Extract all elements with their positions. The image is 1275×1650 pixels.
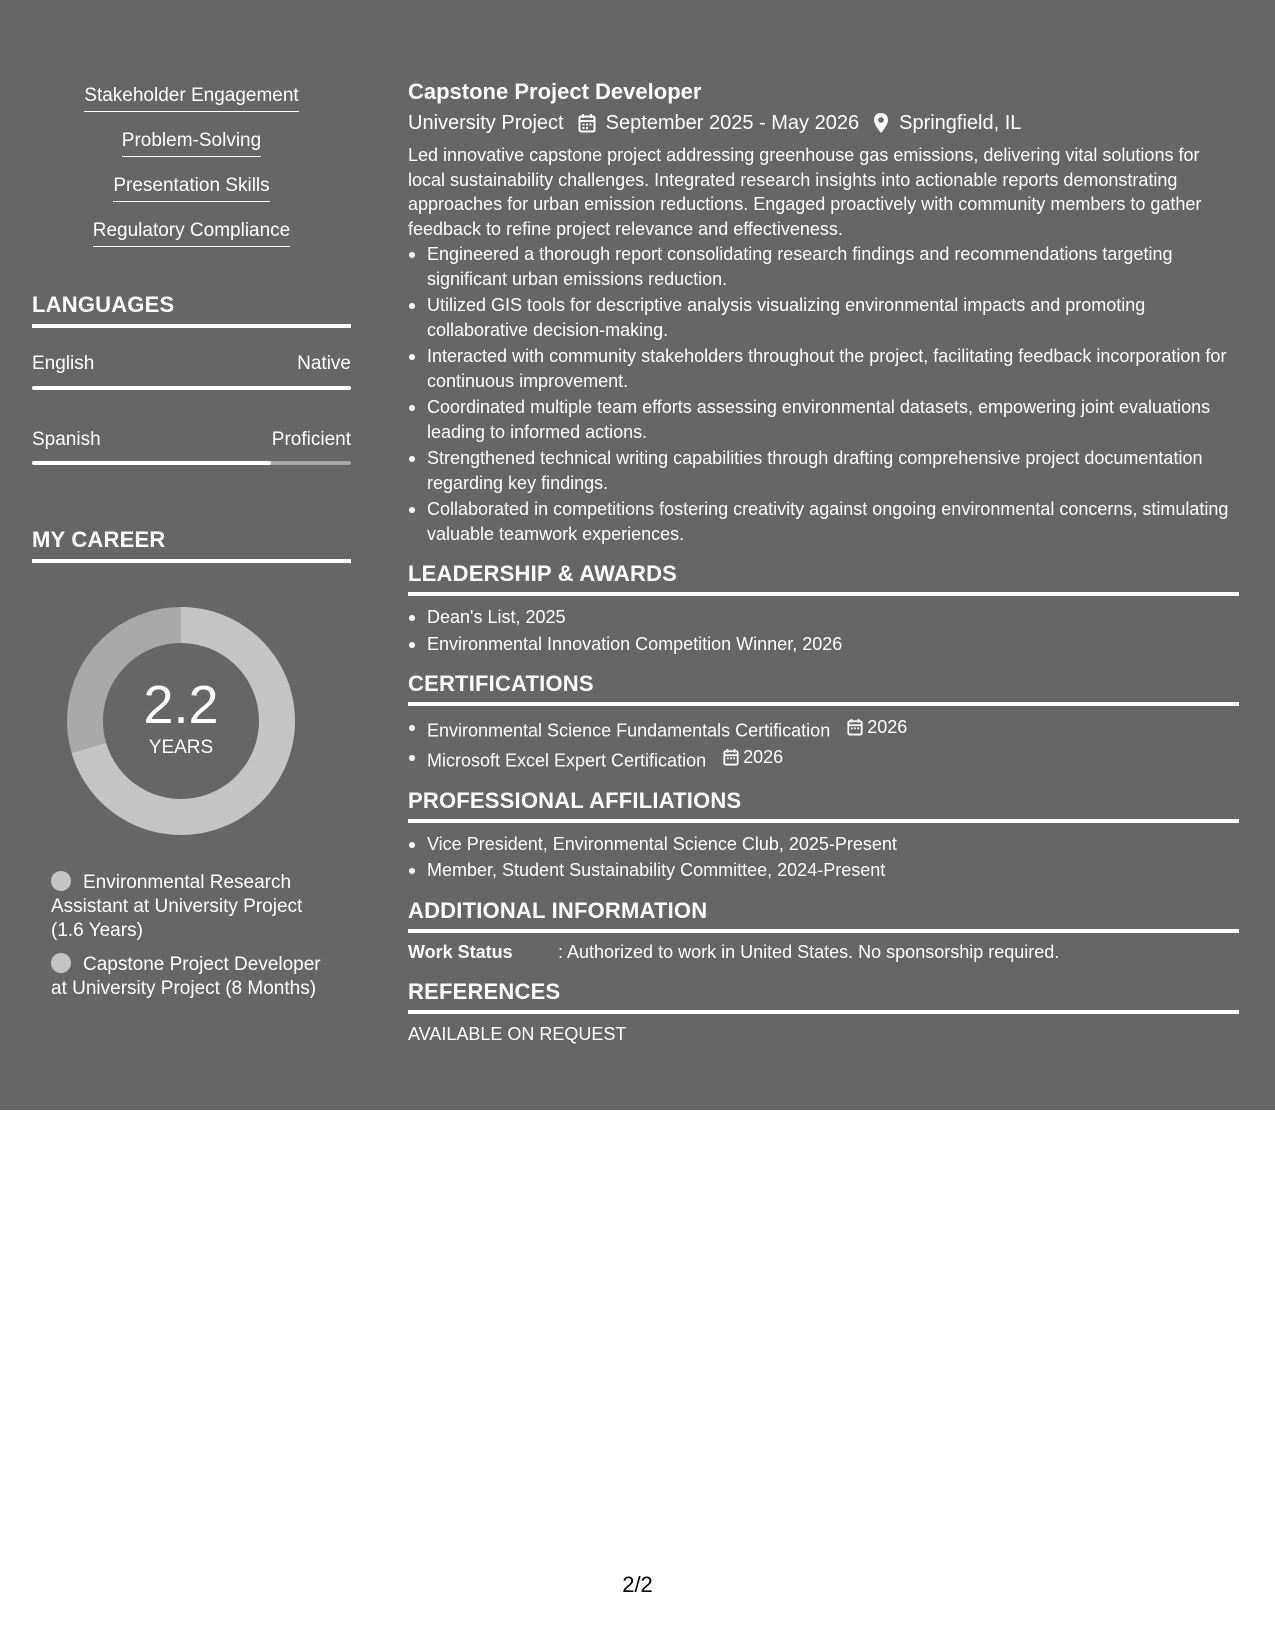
calendar-icon xyxy=(847,718,863,736)
work-status-value: : Authorized to work in United States. No sponsorship required. xyxy=(558,941,1060,962)
certification-item xyxy=(408,715,1239,743)
language-name: Spanish xyxy=(32,429,101,450)
location-pin-icon xyxy=(873,112,889,134)
page-number: 2/2 xyxy=(622,1572,653,1597)
legend-dot-icon xyxy=(51,953,71,973)
skill-item xyxy=(32,219,351,264)
references-heading: REFERENCES xyxy=(408,978,1239,1014)
certifications-heading: CERTIFICATIONS xyxy=(408,670,1239,706)
left-column xyxy=(32,84,351,1011)
skill-item xyxy=(32,84,351,129)
company-name: University Project xyxy=(408,112,564,134)
right-column xyxy=(408,78,1239,1046)
work-status-label: Work Status xyxy=(408,941,513,962)
job-bullet: Interacted with community stakeholders throughout the project, facilitating feedback incorporation for continuous improvement. xyxy=(408,344,1239,393)
legend-dot-icon xyxy=(51,871,71,891)
skill-label: Regulatory Compliance xyxy=(93,219,291,247)
language-spanish xyxy=(32,398,351,468)
career-legend-item xyxy=(51,953,321,1001)
affiliation-item: Member, Student Sustainability Committee, 2024-Present xyxy=(408,858,1239,883)
certifications-list xyxy=(408,715,1239,773)
job-location: Springfield, IL xyxy=(899,112,1022,134)
language-bar-fill xyxy=(32,461,271,465)
job-bullet: Utilized GIS tools for descriptive analysis visualizing environmental impacts and promoting collaborative decision-making. xyxy=(408,293,1239,342)
leadership-item: Dean's List, 2025 xyxy=(408,605,1239,630)
job-bullet: Strengthened technical writing capabilities through drafting comprehensive project documentation regarding key findings. xyxy=(408,446,1239,495)
job-bullet: Collaborated in competitions fostering creativity against ongoing environmental concerns, stimulating valuable teamwork experiences. xyxy=(408,497,1239,546)
language-level: Native xyxy=(297,353,351,374)
career-heading: MY CAREER xyxy=(32,527,351,563)
job-summary: Led innovative capstone project addressing greenhouse gas emissions, delivering vital solutions for local sustainability challenges. Integrated research insights into actionable reports demonstrating approaches for urban emission reductions. Engaged proactively with community members to gather feedback to refine project relevance and effectiveness. xyxy=(408,145,1202,239)
job-bullets xyxy=(408,242,1239,546)
skill-label: Stakeholder Engagement xyxy=(84,84,298,112)
leadership-item: Environmental Innovation Competition Winner, 2026 xyxy=(408,632,1239,657)
job-bullet: Coordinated multiple team efforts assessing environmental datasets, empowering joint evaluations leading to informed actions. xyxy=(408,395,1239,444)
languages-heading: LANGUAGES xyxy=(32,292,351,328)
language-english xyxy=(32,328,351,398)
skill-label: Presentation Skills xyxy=(113,174,269,202)
job-dates: September 2025 - May 2026 xyxy=(605,112,860,134)
job-title: Capstone Project Developer xyxy=(408,79,702,104)
job-bullet: Engineered a thorough report consolidating research findings and recommendations targeting significant urban emissions reduction. xyxy=(408,242,1239,291)
work-status xyxy=(408,940,1239,964)
career-legend-label: Capstone Project Developer at University Project (8 Months) xyxy=(51,954,321,999)
certification-year: 2026 xyxy=(743,746,784,767)
affiliations-list xyxy=(408,832,1239,883)
career-legend xyxy=(32,871,351,1001)
additional-heading: ADDITIONAL INFORMATION xyxy=(408,897,1239,933)
career-unit: YEARS xyxy=(148,737,214,758)
calendar-icon xyxy=(723,748,739,766)
skills-list xyxy=(32,84,351,264)
certification-name: Environmental Science Fundamentals Certification xyxy=(427,720,831,741)
career-total: 2.2 xyxy=(143,675,219,735)
language-name: English xyxy=(32,353,95,374)
certification-date xyxy=(847,715,907,740)
skill-item xyxy=(32,174,351,219)
references-text: AVAILABLE ON REQUEST xyxy=(408,1023,627,1044)
language-level: Proficient xyxy=(271,429,351,450)
language-bar xyxy=(32,386,351,390)
affiliation-item: Vice President, Environmental Science Club, 2025-Present xyxy=(408,832,1239,857)
language-bar-fill xyxy=(32,386,351,390)
career-legend-item xyxy=(51,871,321,943)
leadership-list xyxy=(408,605,1239,656)
certification-item xyxy=(408,745,1239,773)
job-meta xyxy=(408,109,1239,137)
leadership-heading: LEADERSHIP & AWARDS xyxy=(408,560,1239,596)
affiliations-heading: PROFESSIONAL AFFILIATIONS xyxy=(408,787,1239,823)
language-bar xyxy=(32,461,351,465)
skill-label: Problem-Solving xyxy=(122,129,261,157)
certification-year: 2026 xyxy=(867,717,908,737)
certification-name: Microsoft Excel Expert Certification xyxy=(427,750,707,770)
calendar-icon xyxy=(578,113,596,133)
certification-date xyxy=(723,745,783,770)
career-legend-label: Environmental Research Assistant at University Project (1.6 Years) xyxy=(51,872,303,941)
skill-item xyxy=(32,129,351,174)
career-donut-chart xyxy=(67,607,295,835)
